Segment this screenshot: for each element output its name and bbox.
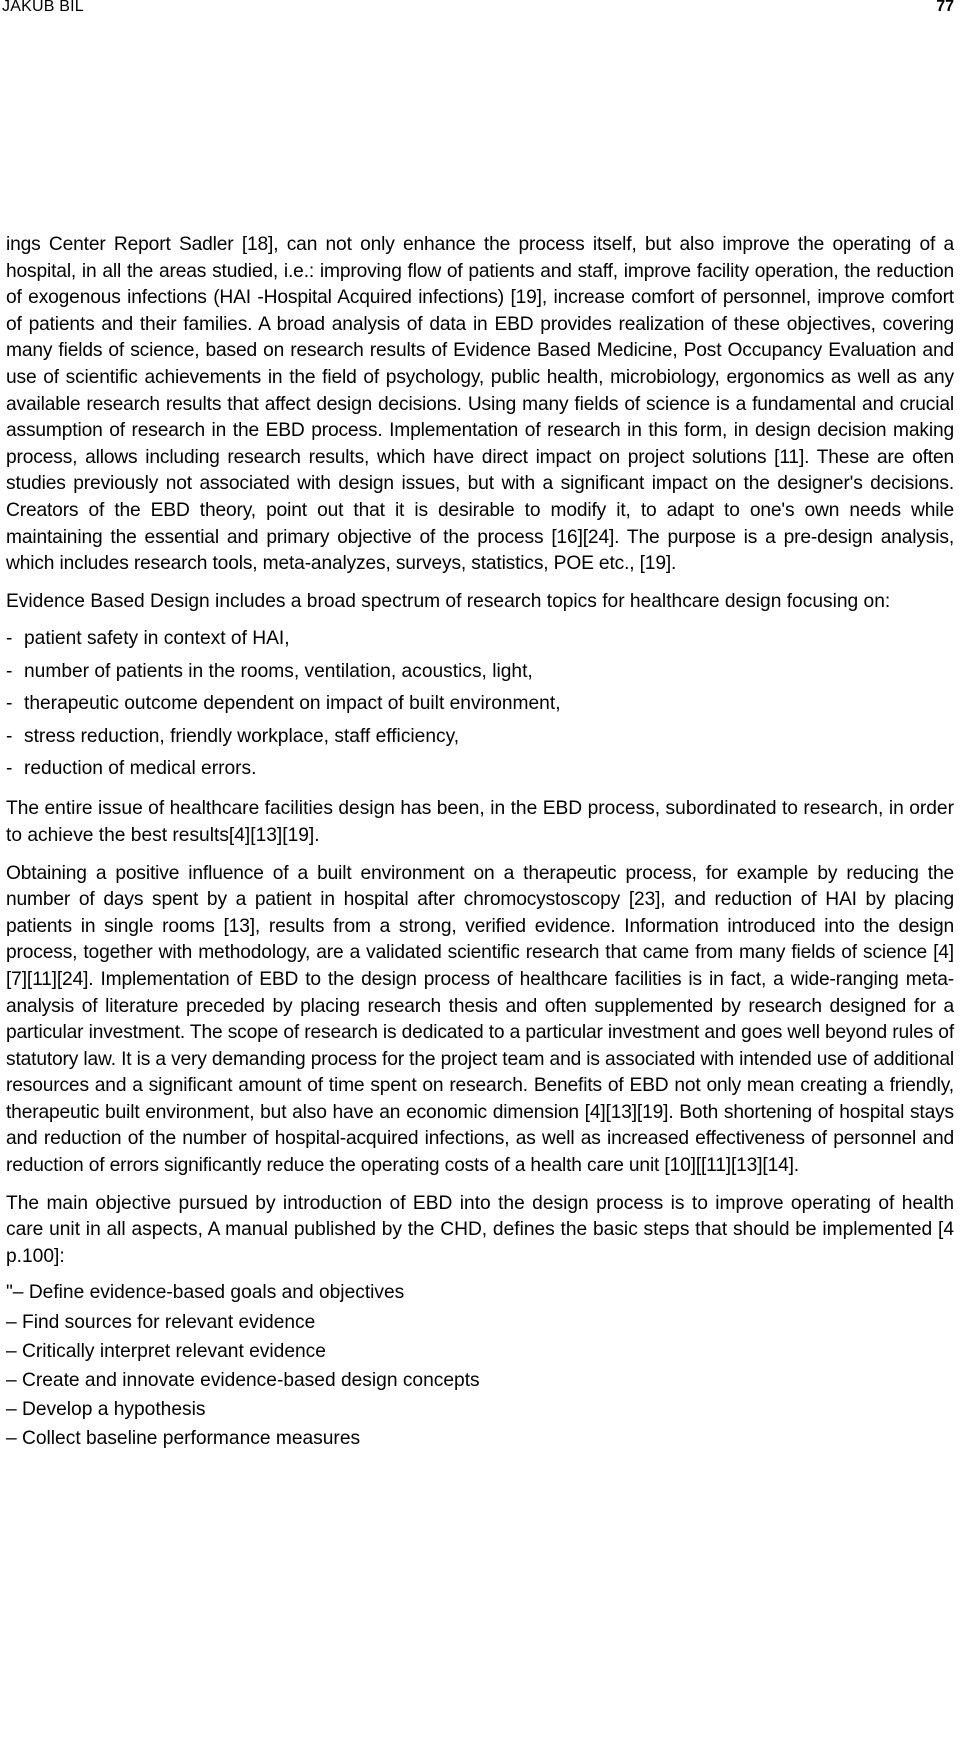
list-item: - number of patients in the rooms, ventilation, acoustics, light, (6, 660, 533, 682)
list-item: – Critically interpret relevant evidence (6, 1340, 326, 1362)
paragraph-healthcare-design: The entire issue of healthcare facilities design has been, in the EBD process, subordinated to research, in order to achieve the best results[4][13][19]. (6, 798, 954, 846)
page-number: 77 (936, 0, 954, 15)
list-item: - stress reduction, friendly workplace, staff efficiency, (6, 725, 460, 747)
list-item: - therapeutic outcome dependent on impact of built environment, (6, 693, 561, 715)
running-head-author: JAKUB BIL (2, 0, 84, 15)
paragraph-ebd-topics-intro: Evidence Based Design includes a broad spectrum of research topics for healthcare design focusing on: (6, 590, 891, 612)
list-item: – Create and innovate evidence-based design concepts (6, 1370, 480, 1392)
list-item: "– Define evidence-based goals and objectives (6, 1282, 405, 1304)
research-topics-list (6, 623, 954, 785)
paragraph-built-environment: Obtaining a positive influence of a built environment on a therapeutic process, for example by reducing the number of days spent by a patient in hospital after chromocystoscopy [23], and reduction of HAI by placing patients in single rooms [13], results from a strong, verified evidence. Information introduced into the design process, together with methodology, are a validated scientific research that came from many fields of science [4][7][11][24]. Implementation of EBD to the design process of healthcare facilities is in fact, a wide-ranging meta-analysis of literature preceded by placing research thesis and often supplemented by research designed for a particular investment. The scope of research is dedicated to a particular investment and goes well beyond rules of statutory law. It is a very demanding process for the project team and is associated with intended use of additional resources and a significant amount of time spent on research. Benefits of EBD not only mean creating a friendly, therapeutic built environment, but also have an economic dimension [4][13][19]. Both shortening of hospital stays and reduction of the number of hospital-acquired infections, as well as increased effectiveness of personnel and reduction of errors significantly reduce the operating costs of a health care unit [10][[11][13][14]. (6, 862, 954, 1177)
list-item: - reduction of medical errors. (6, 757, 257, 779)
list-item: – Develop a hypothesis (6, 1399, 206, 1421)
list-item: – Collect baseline performance measures (6, 1428, 361, 1450)
paragraph-main-objective: The main objective pursued by introduction of EBD into the design process is to improve operating of health care unit in all aspects, A manual published by the CHD, defines the basic steps that should be implemented [4 p.100]: (6, 1192, 954, 1267)
list-item: – Find sources for relevant evidence (6, 1311, 316, 1333)
chd-steps-list (6, 1278, 954, 1453)
list-item: - patient safety in context of HAI, (6, 628, 290, 650)
running-header (0, 0, 960, 22)
paragraph-ebd-objectives: ings Center Report Sadler [18], can not only enhance the process itself, but also improve the operating of a hospital, in all the areas studied, i.e.: improving flow of patients and staff, improve facility operation, the reduction of exogenous infections (HAI -Hospital Acquired infections) [19], increase comfort of personnel, improve comfort of patients and their families. A broad analysis of data in EBD provides realization of these objectives, covering many fields of science, based on research results of Evidence Based Medicine, Post Occupancy Evaluation and use of scientific achievements in the field of psychology, public health, microbiology, ergonomics as well as any available research results that affect design decisions. Using many fields of science is a fundamental and crucial assumption of research in the EBD process. Implementation of research in this form, in design decision making process, allows including research results, which have direct impact on project solutions [11]. These are often studies previously not associated with design issues, but with a significant impact on the designer's decisions. Creators of the EBD theory, point out that it is desirable to modify it, to adapt to one's own needs while maintaining the essential and primary objective of the process [16][24]. The purpose is a pre-design analysis, which includes research tools, meta-analyzes, surveys, statistics, POE etc., [19]. (6, 234, 954, 575)
article-body (6, 232, 954, 1454)
